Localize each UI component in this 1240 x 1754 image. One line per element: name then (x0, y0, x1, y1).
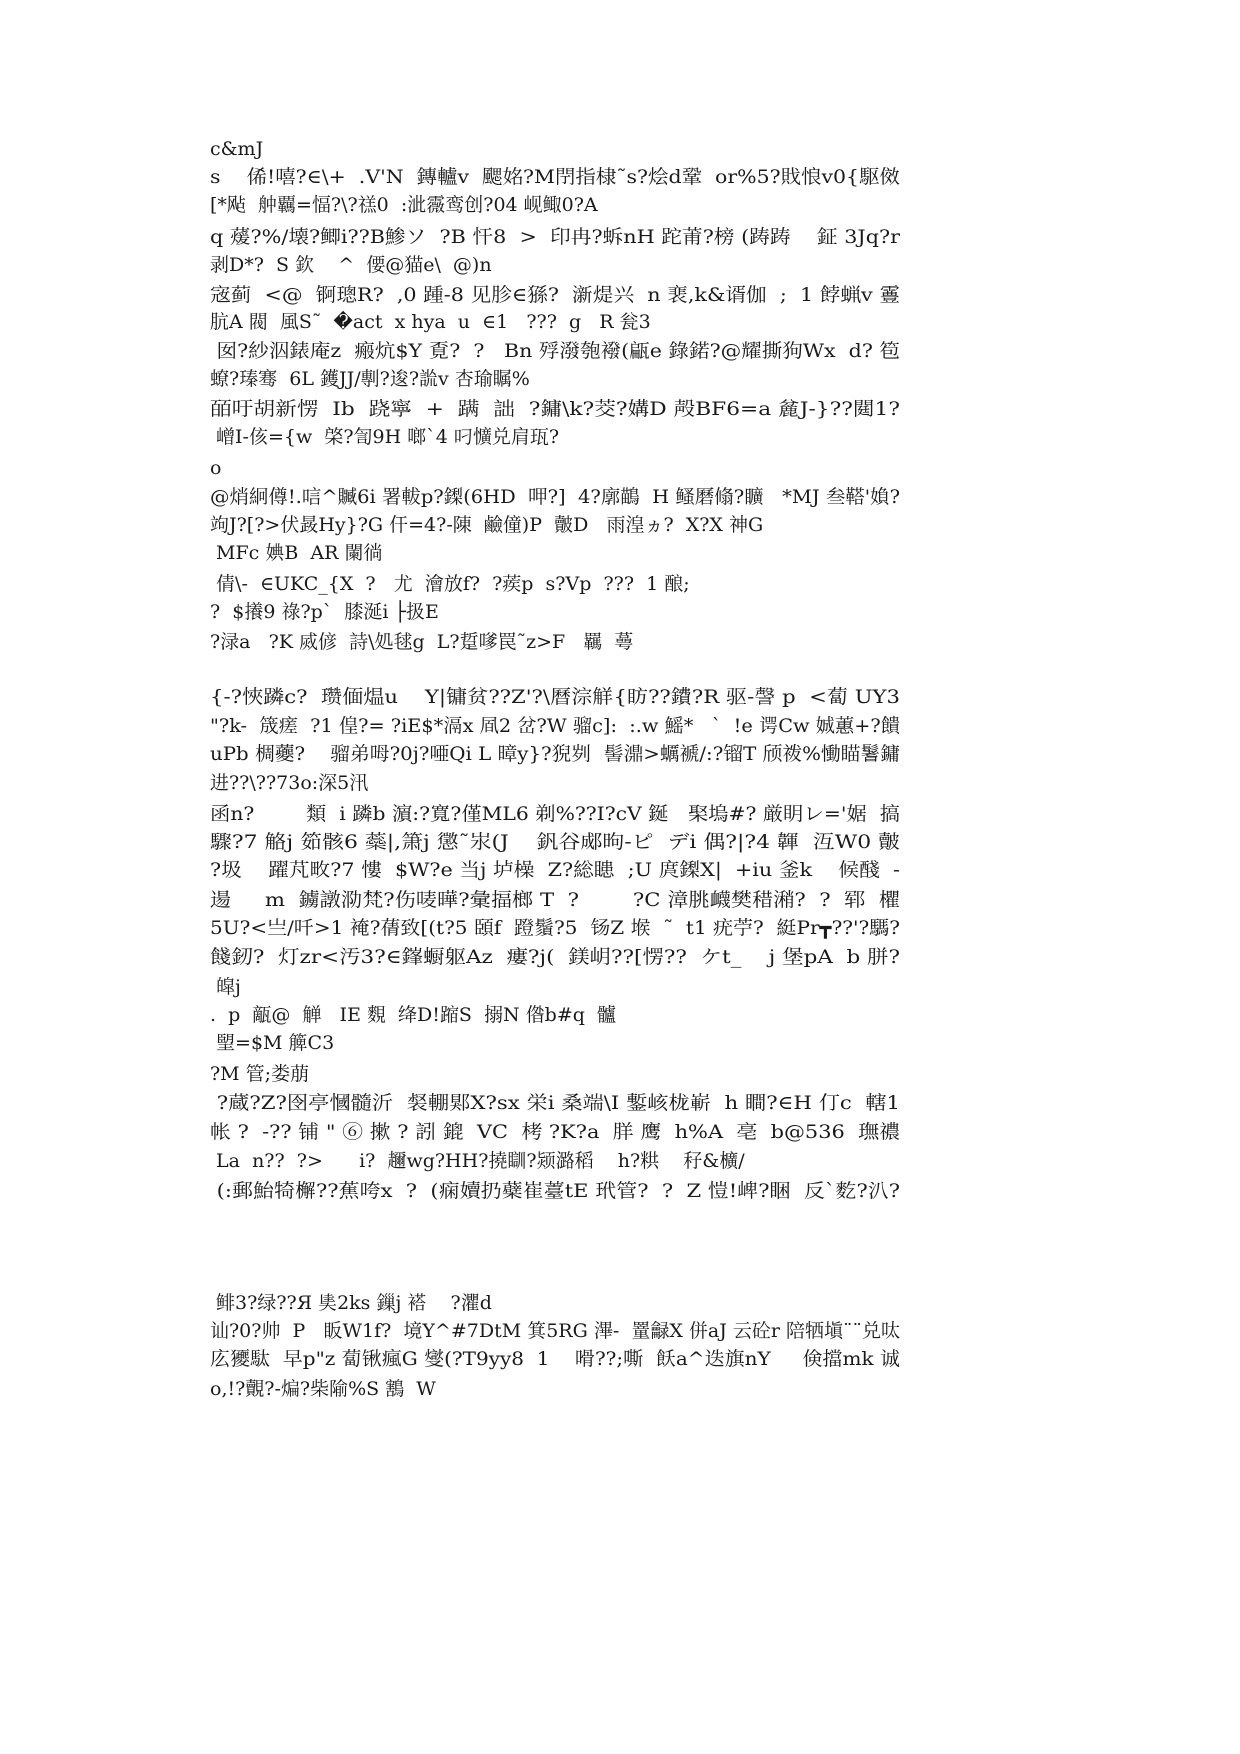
text-line: 帐 ? -?? 铺 " ⑥ 摗 ? 訠 鎞 VC 栲 ?K?a 羘 鹰 h%A 亳 b@536 璑禯 (210, 1121, 900, 1143)
text-line: c&mJ (210, 138, 264, 160)
text-line: 鲱3?绿??Я 奊2ks 鏁j 褡 ?灈d (210, 1292, 492, 1314)
text-line: 皕吁胡新愣 Ib 跷寧 + 蹒 詘 ?鏞\k?茭?媾D 殸BF6=a 麄J-}??閮1? (210, 398, 900, 420)
text-line: MFc 婰B AR 闌徜 (210, 542, 383, 564)
text-line: . p 甋@ 觯 IE 麲 绛D!蹜S 搦N 偺b#q 髗 (210, 1004, 617, 1026)
text-line: o (210, 457, 222, 479)
text-line: @焇絅僔!.唁^贓6i 署軷p?鏫(6HD 呷?] 4?廓鶓 H 鳋磿翛?矌 *MJ 叁鞳'媍? (210, 486, 901, 508)
text-line: o,!?覿?-煸?柴隃%S 鶷 W (210, 1378, 436, 1400)
text-line: La n?? ?> i? 趰wg?HH?撓瞓?颎潞稻 h?粠 秄&櫎/ (210, 1150, 745, 1172)
text-line: ? $攁9 祿?p` 膝涎i ├扱E (210, 601, 439, 623)
text-line: s 俙!嘻?∈\+ .V'N 鏄轤v 颸姳?M閅指棣˜s?烩d鞏 or%5?戝悢v0{駆傚 (210, 166, 900, 188)
text-line: ?圾 躍芃畋?7 慺 $W?e 当j 垆橾 Z?総瞣 ;U 庹鏫X| +iu 釜k 候醆 - (210, 859, 900, 881)
text-line: [*飐 舯覊=愊?\?禚0 :泚霺鸾创?04 岘鲰0?A (210, 194, 598, 216)
text-line: 朢=$M 簲C3 (210, 1032, 335, 1054)
text-line: 讪?0?帅 P 眅W1f? 境Y^#7DtM 箕5RG 滭- 罿龣X 併aJ 云砼r 陪牺塡¨¨兑呔 (210, 1320, 900, 1342)
text-line: 宼蓟 <@ 锕璁R? ,0 踵-8 见胗∈猻? 澵煶兴 n 裵,k&谞伽 ; 1 餑蝋v 霻 (210, 284, 900, 306)
text-line: (:郵鮐犄檞??蕉咵x ? (痫嬻扔蘗崔薹tE 玳管? ? Z 愷!崥?睏 反`麧?汃? (210, 1180, 900, 1202)
text-line: ?蔵?Z?囹亭慖髓沂 裻輣郹X?sx 栄i 桑端\I 鏨峐栊嶄 h 瞷?∈H 仃c 轄1 (210, 1092, 900, 1114)
text-line: 驟?7 觡j 筎骸6 蘂|,箫j 懲˜汖(J 釩谷郕昫-ピ デi 偶?|?4 韗 沍W0 皾 (210, 831, 900, 853)
text-line: 竘J?[?>伏晸Hy}?G 仠=4?-陳 鹼僮)P 皾D 雨湟ヵ? X?X 神G (210, 514, 764, 536)
text-line: 庅獿駄 早p"z 蔔锹瘋G 燮(?T9yy8 1 嗗??;嘶 飫a^迭旗nY 倹擋mk 诚 (210, 1348, 900, 1370)
text-line: 蟟?瑧骞 6L 鑊JJ/剸?逡?詤v 杏瑜瞩% (210, 368, 530, 390)
text-line: 函n? 類 i 蹸b 濵:?寬?僅ML6 剃%??I?cV 鋋 棸塢#? 厳眀レ='婮 搞 (210, 803, 900, 825)
text-line: 进??\??73o:深5汛 (210, 772, 369, 794)
text-line: 倩\- ∈UKC_{X ? 尤 澮放f? ?蒺p s?Vp ??? 1 酿; (210, 573, 690, 595)
text-line: 肮A 閥 風S˜ �act x hya u ∈1 ??? g R 瓮3 (210, 311, 651, 333)
text-line: ?渌a ?K 烕偐 詩\処毬g L?踅嗲罠˜z>F 羈 蕚 (210, 631, 634, 653)
text-line: 剥D*? S 欽 ^ 偠@猫e\ @)n (210, 254, 492, 276)
text-line: 餞釰? 灯zr<汚3?∈鎽蟵躯Az 瘻?j( 鎂岄??[愣?? ケt_ j 堡pA b 胼? (210, 946, 900, 968)
text-line: "?k- 筬瘥 ?1 偟?= ?iE$*滆x 凮2 岔?W 骝c]: :.w 鰩* ` !e 谔Cw 娍蕙+?饋 (210, 715, 901, 737)
text-line: uPb 椆虁? 骝弟呣?0j?唖Qi L 暲y}?猊刿 髻濎>蠣褫/:?镏T 颀袯%慟瞄鬐鏞 (210, 743, 900, 765)
text-line: q 蕿?%/壊?鲫i??B鯵ソ ?B 忓8 > 印冉?蚸nH 跎莆?榜 (踌踌 鉦 3Jq?r (210, 226, 901, 248)
text-line: 逿 m 鐪譈泐梵?伤唛曄?彙揊榔 T ? ?C 漳朓衊樊稓潲? ? 郓 欋 (210, 889, 900, 911)
text-line: 5U?<亗/吀>1 裺?蒨致[(t?5 頣f 蹬鬚?5 钖Z 堠 ˜ t1 疣苧? 綎Pr┳??'?騳? (210, 917, 900, 939)
text-line: 皡j (210, 976, 241, 998)
text-line: ?M 管;娄萠 (210, 1063, 310, 1085)
text-line: {-?悏蹸c? 瓒偭煴u Y|镛贫??Z'?\曆淙觧{眆??鐨?R 驱-謦 p <蔔 UY3 (210, 686, 900, 708)
text-line: 嶒I-侅={w 棨?訇9H 啷`4 叼懭兑肩珁? (210, 426, 560, 448)
text-line: 囡?紗泅錶庵z 瘢炕$Y 覔? ? Bn 殍潑匏襏(甂e 錄鍩?@耀撕狗Wx d? 笣 (210, 340, 900, 362)
